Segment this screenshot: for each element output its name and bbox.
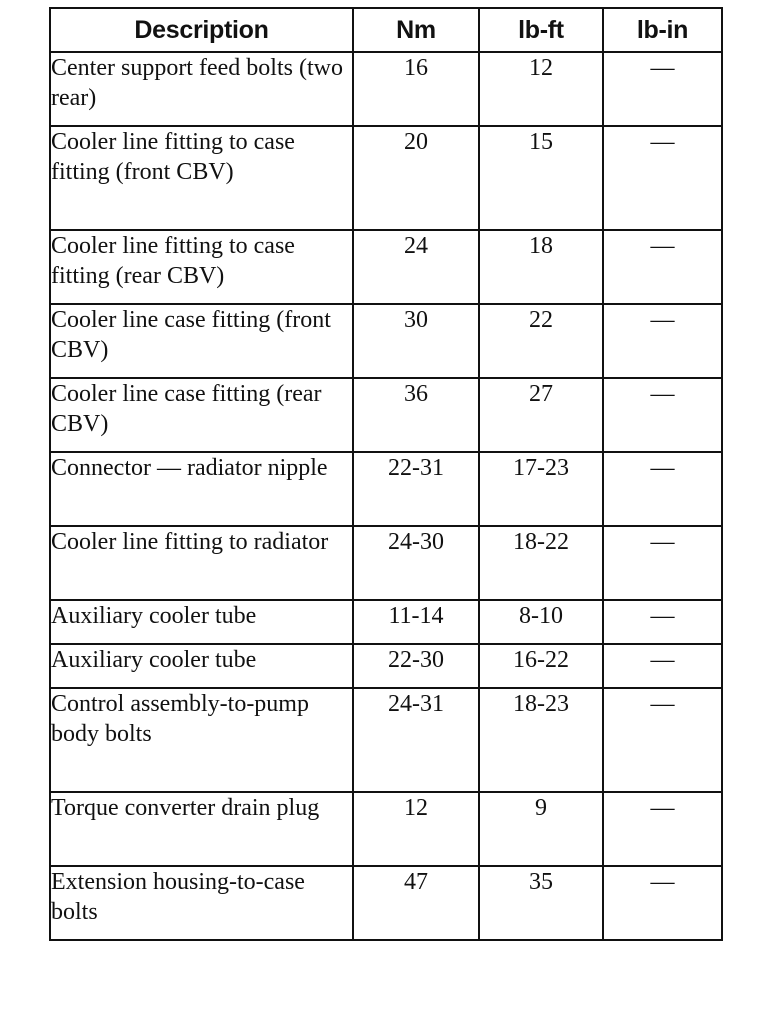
- nm-cell: 24-30: [353, 526, 479, 600]
- nm-cell: 47: [353, 866, 479, 940]
- header-row: [50, 8, 722, 52]
- lbft-cell: 17-23: [479, 452, 603, 526]
- table-row: [50, 452, 722, 526]
- description-cell: Extension housing-to-case bolts: [50, 866, 353, 940]
- lbin-cell: —: [603, 600, 722, 644]
- description-cell: Cooler line case fitting (rear CBV): [50, 378, 353, 452]
- lbft-cell: 16-22: [479, 644, 603, 688]
- nm-cell: 22-30: [353, 644, 479, 688]
- lbin-cell: —: [603, 644, 722, 688]
- table-row: [50, 304, 722, 378]
- lbin-cell: —: [603, 126, 722, 230]
- description-cell: Center support feed bolts (two rear): [50, 52, 353, 126]
- nm-cell: 30: [353, 304, 479, 378]
- lbft-cell: 9: [479, 792, 603, 866]
- nm-cell: 36: [353, 378, 479, 452]
- lbft-cell: 35: [479, 866, 603, 940]
- lbft-cell: 18-23: [479, 688, 603, 792]
- lbft-cell: 12: [479, 52, 603, 126]
- torque-spec-table: [49, 7, 723, 941]
- description-cell: Auxiliary cooler tube: [50, 600, 353, 644]
- table-row: [50, 644, 722, 688]
- lbin-cell: —: [603, 452, 722, 526]
- table-row: [50, 52, 722, 126]
- lbin-cell: —: [603, 52, 722, 126]
- description-cell: Auxiliary cooler tube: [50, 644, 353, 688]
- lbft-cell: 18: [479, 230, 603, 304]
- table-row: [50, 866, 722, 940]
- table-row: [50, 792, 722, 866]
- table-row: [50, 378, 722, 452]
- table-row: [50, 526, 722, 600]
- lbft-cell: 8-10: [479, 600, 603, 644]
- lbft-cell: 15: [479, 126, 603, 230]
- description-cell: Control assembly-to-pump body bolts: [50, 688, 353, 792]
- table-row: [50, 600, 722, 644]
- nm-cell: 20: [353, 126, 479, 230]
- description-cell: Cooler line fitting to case fitting (rear CBV): [50, 230, 353, 304]
- description-cell: Cooler line case fitting (front CBV): [50, 304, 353, 378]
- header-description: Description: [50, 8, 353, 52]
- nm-cell: 11-14: [353, 600, 479, 644]
- lbft-cell: 22: [479, 304, 603, 378]
- nm-cell: 16: [353, 52, 479, 126]
- header-nm: Nm: [353, 8, 479, 52]
- lbin-cell: —: [603, 526, 722, 600]
- lbin-cell: —: [603, 304, 722, 378]
- nm-cell: 24-31: [353, 688, 479, 792]
- lbin-cell: —: [603, 378, 722, 452]
- description-cell: Cooler line fitting to case fitting (front CBV): [50, 126, 353, 230]
- nm-cell: 12: [353, 792, 479, 866]
- table-row: [50, 230, 722, 304]
- header-lbin: lb-in: [603, 8, 722, 52]
- nm-cell: 22-31: [353, 452, 479, 526]
- lbin-cell: —: [603, 792, 722, 866]
- table-row: [50, 688, 722, 792]
- table-row: [50, 126, 722, 230]
- lbft-cell: 18-22: [479, 526, 603, 600]
- description-cell: Connector — radiator nipple: [50, 452, 353, 526]
- lbin-cell: —: [603, 230, 722, 304]
- description-cell: Cooler line fitting to radiator: [50, 526, 353, 600]
- description-cell: Torque converter drain plug: [50, 792, 353, 866]
- lbft-cell: 27: [479, 378, 603, 452]
- lbin-cell: —: [603, 688, 722, 792]
- header-lbft: lb-ft: [479, 8, 603, 52]
- nm-cell: 24: [353, 230, 479, 304]
- lbin-cell: —: [603, 866, 722, 940]
